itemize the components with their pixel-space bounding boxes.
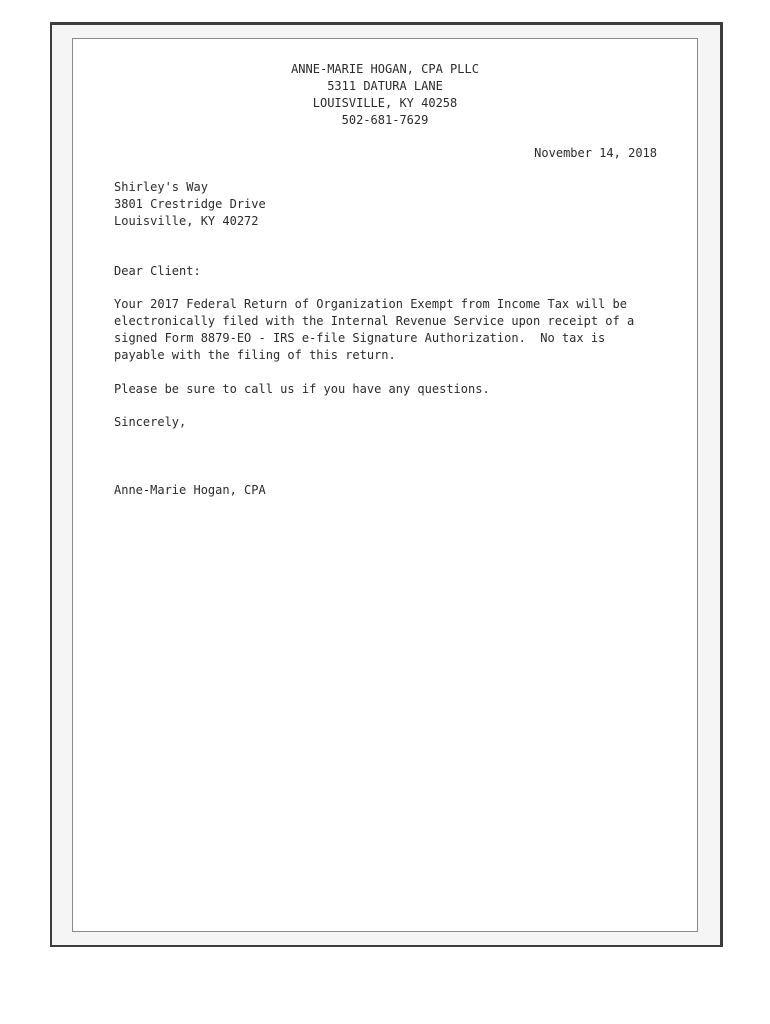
firm-name: ANNE-MARIE HOGAN, CPA PLLC — [291, 62, 479, 76]
body-line: payable with the filing of this return. — [114, 348, 396, 362]
recipient-address — [114, 179, 266, 230]
closing-paragraph: Please be sure to call us if you have any questions. — [114, 382, 490, 396]
letterhead — [73, 61, 697, 129]
signoff: Sincerely, — [114, 415, 187, 429]
salutation: Dear Client: — [114, 264, 201, 278]
firm-phone: 502-681-7629 — [341, 113, 429, 127]
firm-city-state-zip: LOUISVILLE, KY 40258 — [312, 96, 458, 110]
recipient-city-state-zip: Louisville, KY 40272 — [114, 214, 259, 228]
body-line: electronically filed with the Internal Revenue Service upon receipt of a — [114, 314, 635, 328]
firm-street: 5311 DATURA LANE — [327, 79, 443, 93]
signer-name: Anne-Marie Hogan, CPA — [114, 483, 266, 497]
recipient-street: 3801 Crestridge Drive — [114, 197, 266, 211]
letter-date: November 14, 2018 — [534, 146, 657, 160]
letter-page — [72, 38, 698, 932]
body-paragraph — [114, 296, 674, 364]
body-line: Your 2017 Federal Return of Organization Exempt from Income Tax will be — [114, 297, 627, 311]
body-line: signed Form 8879-EO - IRS e-file Signature Authorization. No tax is — [114, 331, 606, 345]
recipient-name: Shirley's Way — [114, 180, 208, 194]
letter-body — [73, 39, 697, 931]
